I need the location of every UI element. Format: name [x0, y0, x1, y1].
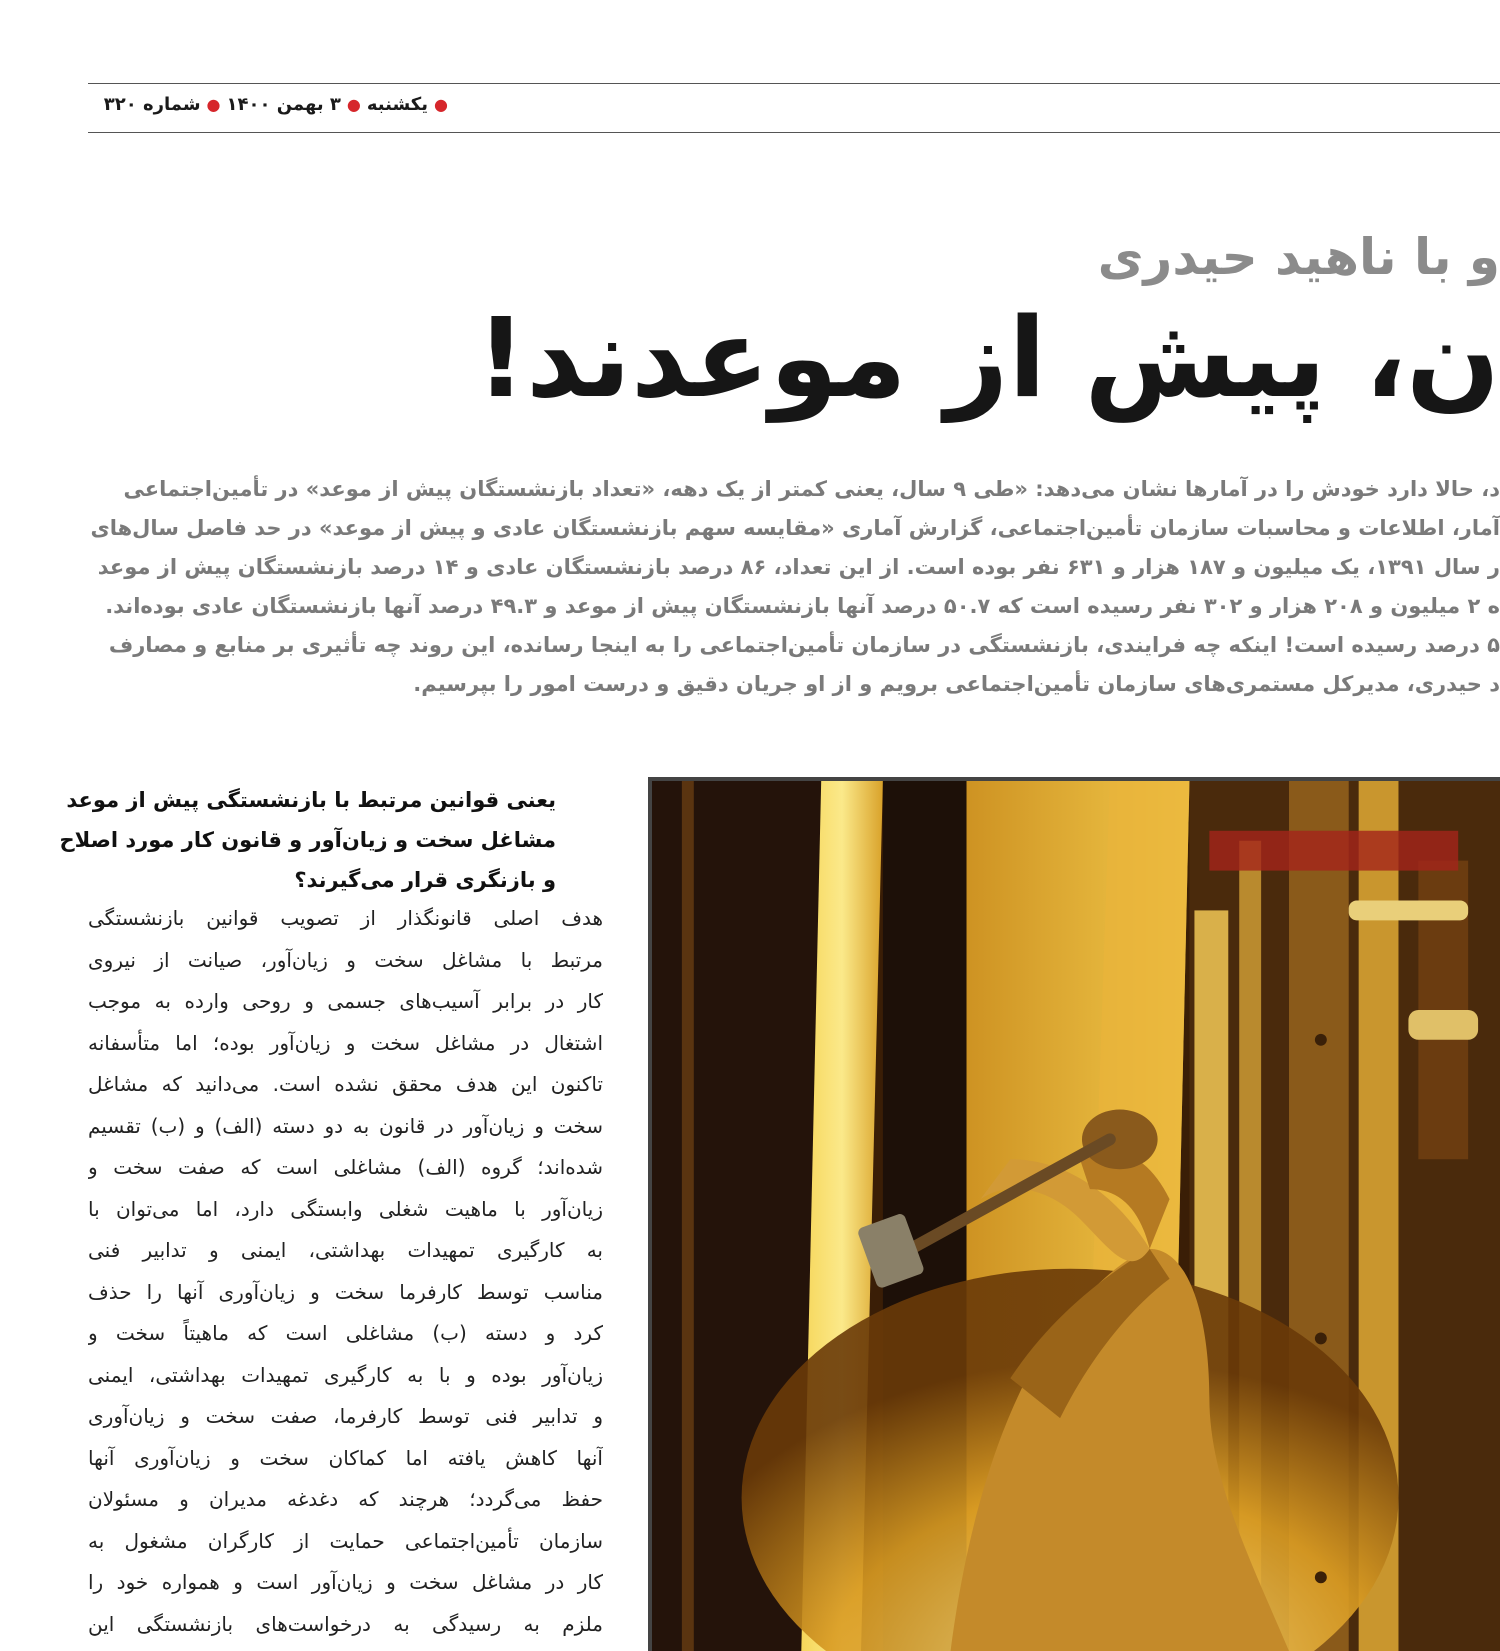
body-line: زیان‌آور با ماهیت شغلی وابستگی دارد، اما می‌توان با: [88, 1196, 603, 1221]
lead-line: آمار، اطلاعات و محاسبات سازمان تأمین‌اجتماعی، گزارش آماری «مقایسه سهم بازنشستگان عادی و پیش از موعد» در حد فاصل سال‌های: [90, 516, 1500, 540]
body-line: کار در برابر آسیب‌های جسمی و روحی وارده به موجب: [88, 989, 603, 1013]
lead-line: ۵ درصد رسیده است! اینکه چه فرایندی، بازنشستگی در سازمان تأمین‌اجتماعی را به اینجا رسانده، این روند چه تأثیری بر منابع و مصارف: [108, 633, 1500, 657]
masthead-date: ۳ بهمن ۱۴۰۰: [226, 94, 341, 115]
worker-with-hammer-photo: [648, 777, 1500, 1651]
masthead-bottom-rule: [88, 132, 1500, 133]
body-line: به کارگیری تمهیدات بهداشتی، ایمنی و تدابیر فنی: [88, 1238, 603, 1262]
body-line: هدف اصلی قانونگذار از تصویب قوانین بازنشستگی: [88, 906, 603, 930]
body-line: شده‌اند؛ گروه (الف) مشاغلی است که صفت سخت و: [88, 1155, 603, 1179]
masthead-top-rule: [88, 83, 1500, 84]
body-line: سخت و زیان‌آور در قانون به دو دسته (الف) و (ب) تقسیم: [88, 1113, 603, 1138]
body-line: تاکنون این هدف محقق نشده است. می‌دانید که مشاغل: [88, 1072, 603, 1096]
article-headline: ن، پیش از موعدند!: [475, 294, 1500, 422]
body-line: حفظ می‌گردد؛ هرچند که دغدغه مدیران و مسئولان: [88, 1487, 603, 1511]
article-byline: و با ناهید حیدری: [1097, 228, 1500, 286]
question-line: و بازنگری قرار می‌گیرند؟: [294, 868, 556, 892]
lead-line: د، حالا دارد خودش را در آمارها نشان می‌دهد: «طی ۹ سال، یعنی کمتر از یک دهه، «تعداد بازنشستگان پیش از موعد» در تأمین‌اجتماعی: [123, 477, 1500, 501]
interview-answer: [88, 898, 603, 1645]
question-line: مشاغل سخت و زیان‌آور و قانون کار مورد اصلاح: [59, 828, 556, 852]
masthead-issue: شماره ۳۲۰: [103, 94, 201, 115]
bullet-icon: ●: [206, 95, 221, 114]
body-line: کرد و دسته (ب) مشاغلی است که ماهیتاً سخت و: [88, 1321, 603, 1345]
body-line: مناسب توسط کارفرما سخت و زیان‌آوری آنها را حذف: [88, 1279, 603, 1304]
masthead-day: یکشنبه: [366, 94, 429, 115]
body-line: و تدابیر فنی توسط کارفرما، صفت سخت و زیان‌آوری: [88, 1404, 603, 1428]
interview-question: [59, 780, 556, 900]
bullet-icon: ●: [346, 95, 361, 114]
lead-line: ر سال ۱۳۹۱، یک میلیون و ۱۸۷ هزار و ۶۳۱ نفر بوده است. از این تعداد، ۸۶ درصد بازنشستگان عادی و ۱۴ درصد بازنشستگان پیش از موعد: [97, 555, 1500, 579]
body-line: کار در مشاغل سخت و زیان‌آور است و همواره خود را: [88, 1570, 603, 1594]
lead-line: د حیدری، مدیرکل مستمری‌های سازمان تأمین‌اجتماعی برویم و از او جریان دقیق و درست امور را بپرسیم.: [413, 672, 1500, 696]
photo-illustration: [652, 781, 1500, 1651]
body-line: زیان‌آور بوده و با به کارگیری تمهیدات بهداشتی، ایمنی: [88, 1362, 603, 1387]
body-line: اشتغال در مشاغل سخت و زیان‌آور بوده؛ اما متأسفانه: [88, 1030, 603, 1055]
lead-line: ه ۲ میلیون و ۲۰۸ هزار و ۳۰۲ نفر رسیده است که ۵۰.۷ درصد آنها بازنشستگان پیش از موعد و ۴۹.۳ درصد آنها بازنشستگان عادی بوده‌اند.: [105, 594, 1500, 618]
masthead: [88, 94, 448, 115]
body-line: آنها کاهش یافته اما کماکان سخت و زیان‌آوری آنها: [88, 1445, 603, 1470]
question-line: یعنی قوانین مرتبط با بازنشستگی پیش از موعد: [66, 788, 556, 812]
article-lead: [88, 470, 1500, 704]
bullet-icon: ●: [434, 95, 448, 114]
body-line: سازمان تأمین‌اجتماعی حمایت از کارگران مشغول به: [88, 1528, 603, 1553]
body-line: ملزم به رسیدگی به درخواست‌های بازنشستگی این: [88, 1611, 603, 1636]
body-line: مرتبط با مشاغل سخت و زیان‌آور، صیانت از نیروی: [88, 947, 603, 972]
